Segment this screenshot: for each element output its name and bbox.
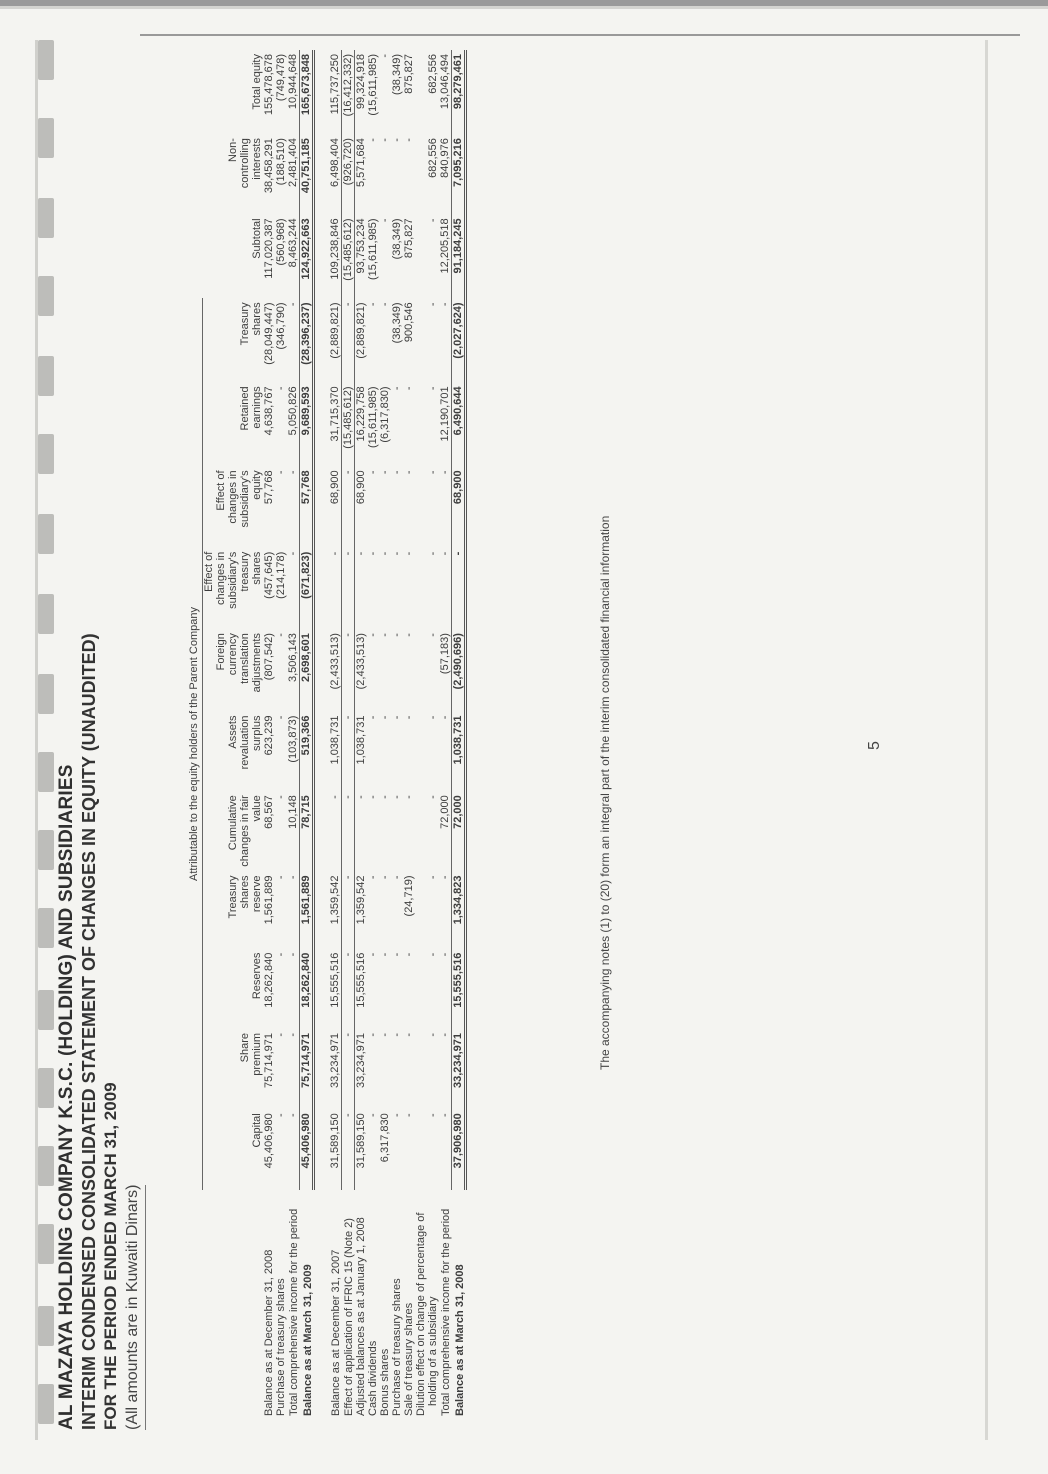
cell-value: (926,720) xyxy=(342,134,355,214)
cell-value: 18,262,840 xyxy=(300,949,314,1029)
cell-value: 117,020,387 xyxy=(263,218,275,279)
cell-value: - xyxy=(403,795,415,799)
cell-value: (2,433,513) xyxy=(355,629,368,711)
cell-value xyxy=(415,382,427,466)
cell-value: - xyxy=(379,795,391,799)
cell-value: - xyxy=(391,795,403,799)
equity-statement-table xyxy=(188,50,467,1420)
cell-value: - xyxy=(367,138,379,142)
table-row xyxy=(379,50,391,1420)
cell-value: 72,000 xyxy=(439,795,451,829)
cell-value: 9,689,593 xyxy=(300,382,314,466)
cell-value: - xyxy=(391,1032,403,1037)
cell-value: - xyxy=(275,795,287,799)
cell-value: - xyxy=(379,875,391,880)
cell-value: - xyxy=(275,633,287,637)
cell-value: - xyxy=(379,54,391,58)
cell-value: 2,698,601 xyxy=(300,629,314,711)
cell-value: 33,234,971 xyxy=(452,1029,466,1109)
row-label: Dilution effect on change of percentage of xyxy=(415,1212,427,1416)
cell-value: 75,714,971 xyxy=(263,1032,275,1089)
cell-value: (38,349) xyxy=(391,218,403,260)
cell-value: - xyxy=(391,952,403,957)
cell-value: 124,922,663 xyxy=(300,214,314,298)
cell-value xyxy=(415,871,427,948)
cell-value: - xyxy=(342,791,355,871)
column-header: Cumulative changes in fair value xyxy=(227,795,263,867)
cell-value xyxy=(415,1029,427,1109)
cell-value: - xyxy=(391,875,403,880)
cell-value xyxy=(415,548,427,629)
span-header: Attributable to the equity holders of the Parent Company xyxy=(188,298,203,1189)
cell-value: (28,049,447) xyxy=(263,302,275,365)
cell-value: - xyxy=(391,386,403,391)
cell-value: 72,000 xyxy=(452,791,466,871)
table-row xyxy=(263,50,275,1420)
span-header-row xyxy=(188,50,203,1420)
cell-value: - xyxy=(342,871,355,948)
column-header: Assets revaluation surplus xyxy=(227,715,263,770)
cell-value: - xyxy=(275,952,287,957)
cell-value: - xyxy=(391,633,403,637)
cell-value: - xyxy=(391,138,403,142)
cell-value: 1,334,823 xyxy=(452,871,466,948)
row-label: Balance as at December 31, 2007 xyxy=(329,1249,342,1416)
cell-value: - xyxy=(391,551,403,556)
cell-value: (2,027,624) xyxy=(452,298,466,382)
cell-value: - xyxy=(287,1032,299,1037)
cell-value: - xyxy=(275,875,287,880)
rotated-page xyxy=(38,50,943,1450)
cell-value: (15,611,985) xyxy=(367,386,379,448)
table-row xyxy=(403,50,415,1420)
cell-value: - xyxy=(367,715,379,720)
cell-value: (38,349) xyxy=(391,302,403,344)
cell-value: 6,490,644 xyxy=(452,382,466,466)
statement-title: INTERIM CONDENSED CONSOLIDATED STATEMENT OF CHANGES IN EQUITY (UNAUDITED) xyxy=(79,633,99,1430)
cell-value: (38,349) xyxy=(391,54,403,95)
cell-value: 12,205,518 xyxy=(439,218,451,274)
column-header: Subtotal xyxy=(251,218,263,259)
cell-value: - xyxy=(367,1032,379,1037)
column-header: Reserves xyxy=(251,952,263,1000)
cell-value: 40,751,185 xyxy=(300,134,314,214)
cell-value: (16,412,332) xyxy=(342,50,355,134)
cell-value xyxy=(415,629,427,711)
cell-value xyxy=(415,50,427,134)
cell-value: 57,768 xyxy=(300,466,314,547)
cell-value: - xyxy=(427,795,439,799)
cell-value: 1,038,731 xyxy=(355,712,368,792)
cell-value: - xyxy=(275,715,287,720)
cell-value: - xyxy=(427,875,439,880)
cell-value: - xyxy=(342,466,355,547)
row-label: Cash dividends xyxy=(367,1340,379,1416)
cell-value: (671,823) xyxy=(300,548,314,629)
row-label: Bonus shares xyxy=(379,1348,391,1416)
cell-value: - xyxy=(287,952,299,957)
cell-value: 1,038,731 xyxy=(329,715,341,765)
cell-value: 155,478,678 xyxy=(263,54,275,116)
cell-value: - xyxy=(379,470,391,475)
footnote: The accompanying notes (1) to (20) form an integral part of the interim consolidated financial information xyxy=(598,515,612,1070)
cell-value: - xyxy=(379,218,391,223)
row-label: Purchase of treasury shares xyxy=(275,1278,287,1416)
cell-value: - xyxy=(403,386,415,391)
table-row xyxy=(415,50,427,1420)
cell-value: (15,485,612) xyxy=(342,214,355,298)
cell-value: 623,239 xyxy=(263,715,275,756)
cell-value xyxy=(415,214,427,298)
cell-value: - xyxy=(367,952,379,957)
column-header: Total equity xyxy=(251,54,263,110)
cell-value: 5,571,684 xyxy=(355,134,368,214)
cell-value: 68,900 xyxy=(355,466,368,547)
cell-value: (2,433,513) xyxy=(329,633,341,690)
row-label: Balance as at March 31, 2009 xyxy=(301,1264,314,1416)
cell-value: (6,317,830) xyxy=(379,386,391,443)
cell-value: - xyxy=(379,715,391,720)
table-row xyxy=(342,50,355,1420)
cell-value: (15,485,612) xyxy=(342,382,355,466)
cell-value: 91,184,245 xyxy=(452,214,466,298)
cell-value: 165,673,848 xyxy=(300,50,314,134)
cell-value: - xyxy=(452,548,466,629)
cell-value: 33,234,971 xyxy=(355,1029,368,1109)
cell-value: - xyxy=(379,551,391,556)
cell-value: - xyxy=(403,715,415,720)
cell-value: - xyxy=(427,218,439,223)
cell-value: - xyxy=(342,548,355,629)
row-label: Total comprehensive income for the period xyxy=(287,1208,300,1416)
table-row xyxy=(427,50,439,1420)
cell-value: - xyxy=(287,551,299,556)
cell-value: 519,366 xyxy=(300,712,314,792)
cell-value: 682,556 xyxy=(427,138,439,178)
cell-value: - xyxy=(391,715,403,720)
page-number: 5 xyxy=(866,741,883,750)
table-row xyxy=(367,50,379,1420)
section-gap xyxy=(314,50,330,1420)
cell-value: - xyxy=(427,952,439,957)
cell-value: 45,406,980 xyxy=(300,1109,314,1189)
cell-value: 109,238,846 xyxy=(329,218,341,280)
cell-value: 16,229,758 xyxy=(355,382,368,466)
cell-value: - xyxy=(427,1113,439,1117)
cell-value: - xyxy=(355,791,368,871)
cell-value: - xyxy=(329,795,341,799)
row-label: Adjusted balances as at January 1, 2008 xyxy=(355,1217,367,1416)
cell-value: 12,190,701 xyxy=(439,386,451,442)
cell-value: 93,753,234 xyxy=(355,214,368,298)
statement-period: FOR THE PERIOD ENDED MARCH 31, 2009 xyxy=(101,1082,120,1430)
scan-top-edge-shadow xyxy=(0,6,1048,9)
cell-value: 37,906,980 xyxy=(452,1109,466,1189)
table-row xyxy=(355,50,368,1420)
column-header: Treasury shares xyxy=(239,302,263,346)
cell-value: (15,611,985) xyxy=(367,54,379,116)
cell-value: (28,396,237) xyxy=(300,298,314,382)
cell-value: - xyxy=(342,1109,355,1189)
column-header: Share premium xyxy=(239,1032,263,1076)
row-label: Balance as at March 31, 2008 xyxy=(453,1264,466,1416)
cell-value: - xyxy=(439,470,451,475)
column-header: Treasury shares reserve xyxy=(227,875,263,919)
cell-value: - xyxy=(287,302,299,307)
cell-value: - xyxy=(427,633,439,637)
cell-value: 1,359,542 xyxy=(329,875,341,925)
currency-note: (All amounts are in Kuwaiti Dinars) xyxy=(122,1185,146,1430)
cell-value: (457,645) xyxy=(263,551,275,599)
cell-value: - xyxy=(439,551,451,556)
cell-value: - xyxy=(439,302,451,307)
table-row xyxy=(329,50,342,1420)
cell-value: 75,714,971 xyxy=(300,1029,314,1109)
cell-value xyxy=(415,712,427,792)
row-label: Sale of treasury shares xyxy=(403,1302,415,1416)
cell-value: - xyxy=(367,470,379,475)
cell-value: (807,542) xyxy=(263,633,275,681)
cell-value: - xyxy=(329,551,341,556)
cell-value: - xyxy=(391,470,403,475)
cell-value: (15,611,985) xyxy=(367,218,379,280)
cell-value: (57,183) xyxy=(439,633,451,675)
row-label: Effect of application of IFRIC 15 (Note 2) xyxy=(342,1218,355,1416)
cell-value: - xyxy=(403,470,415,475)
cell-value xyxy=(415,466,427,547)
table-row xyxy=(275,50,287,1420)
cell-value: - xyxy=(427,715,439,720)
cell-value: - xyxy=(439,952,451,957)
cell-value: 8,463,244 xyxy=(287,218,299,268)
cell-value: 68,567 xyxy=(263,795,275,829)
cell-value: 1,359,542 xyxy=(355,871,368,948)
cell-value: - xyxy=(439,1113,451,1117)
cell-value: - xyxy=(427,1032,439,1037)
cell-value: 4,638,767 xyxy=(263,386,275,436)
table-row xyxy=(300,50,314,1420)
table-row xyxy=(452,50,466,1420)
cell-value: 1,038,731 xyxy=(452,712,466,792)
cell-value: - xyxy=(367,633,379,637)
right-margin-rule xyxy=(985,40,988,1440)
cell-value: 682,556 xyxy=(427,54,439,94)
cell-value: - xyxy=(379,138,391,142)
cell-value: - xyxy=(367,795,379,799)
row-label: Purchase of treasury shares xyxy=(391,1278,403,1416)
cell-value: - xyxy=(403,551,415,556)
cell-value xyxy=(415,298,427,382)
cell-value: - xyxy=(403,1113,415,1117)
cell-value: 15,555,516 xyxy=(329,952,341,1008)
cell-value: 5,050,826 xyxy=(287,386,299,436)
cell-value: 840,976 xyxy=(439,138,451,178)
cell-value: 31,715,370 xyxy=(329,386,341,442)
table-row xyxy=(287,50,300,1420)
cell-value: - xyxy=(403,952,415,957)
cell-value: 875,827 xyxy=(403,54,415,94)
cell-value xyxy=(415,134,427,214)
cell-value: - xyxy=(427,302,439,307)
cell-value: 1,561,889 xyxy=(263,875,275,925)
cell-value: (346,790) xyxy=(275,302,287,350)
cell-value: - xyxy=(367,875,379,880)
cell-value: 98,279,461 xyxy=(452,50,466,134)
document-heading xyxy=(56,130,146,1430)
cell-value: - xyxy=(379,302,391,307)
table-row xyxy=(391,50,403,1420)
column-header: Effect of changes in subsidiary's equity xyxy=(215,470,263,528)
cell-value: (24,719) xyxy=(403,875,415,917)
cell-value: - xyxy=(367,1113,379,1117)
cell-value: 3,506,143 xyxy=(287,633,299,683)
row-label: Balance as at December 31, 2008 xyxy=(263,1249,275,1416)
cell-value: 875,827 xyxy=(403,218,415,259)
cell-value: - xyxy=(287,470,299,475)
cell-value: - xyxy=(439,1032,451,1037)
cell-value: 900,546 xyxy=(403,302,415,343)
cell-value: 6,317,830 xyxy=(379,1113,391,1163)
cell-value: 45,406,980 xyxy=(263,1113,275,1169)
cell-value: - xyxy=(342,298,355,382)
cell-value: - xyxy=(391,1113,403,1117)
cell-value: 115,737,250 xyxy=(329,54,341,115)
cell-value: 33,234,971 xyxy=(329,1032,341,1089)
table-row xyxy=(439,50,452,1420)
cell-value: (188,510) xyxy=(275,138,287,186)
cell-value xyxy=(415,791,427,871)
cell-value: - xyxy=(342,629,355,711)
cell-value: - xyxy=(367,551,379,556)
cell-value: - xyxy=(379,633,391,637)
column-header: Retained earnings xyxy=(239,386,263,431)
cell-value: - xyxy=(287,1113,299,1117)
column-header: Effect of changes in subsidiary's treasury shares xyxy=(203,551,263,609)
cell-value: 18,262,840 xyxy=(263,952,275,1008)
cell-value: 31,589,150 xyxy=(329,1113,341,1169)
cell-value: 2,481,404 xyxy=(287,138,299,188)
cell-value: (2,490,696) xyxy=(452,629,466,711)
cell-value: - xyxy=(403,633,415,637)
cell-value: (560,968) xyxy=(275,218,287,266)
cell-value: - xyxy=(403,138,415,142)
cell-value: 68,900 xyxy=(329,470,341,505)
cell-value: - xyxy=(342,949,355,1029)
cell-value: 10,944,648 xyxy=(287,54,299,110)
cell-value: 38,458,291 xyxy=(263,138,275,194)
cell-value: 13,046,494 xyxy=(439,54,451,110)
cell-value: - xyxy=(439,875,451,880)
cell-value: - xyxy=(367,302,379,307)
cell-value: - xyxy=(342,1029,355,1109)
cell-value: - xyxy=(427,470,439,475)
cell-value: - xyxy=(275,386,287,391)
cell-value: 99,324,918 xyxy=(355,50,368,134)
cell-value xyxy=(415,949,427,1029)
cell-value: - xyxy=(287,875,299,880)
cell-value: (2,889,821) xyxy=(329,302,341,359)
cell-value: - xyxy=(275,470,287,475)
column-header: Non-controlling interests xyxy=(227,138,263,189)
column-header: Foreign currency translation adjustments xyxy=(215,633,263,693)
cell-value: - xyxy=(379,1032,391,1037)
cell-value xyxy=(415,1109,427,1189)
cell-value: - xyxy=(355,548,368,629)
row-label: Total comprehensive income for the period xyxy=(439,1208,452,1416)
cell-value: (103,873) xyxy=(287,715,299,763)
cell-value: - xyxy=(427,551,439,556)
cell-value: - xyxy=(403,1032,415,1037)
cell-value: - xyxy=(275,1113,287,1117)
cell-value: - xyxy=(379,952,391,957)
cell-value: (749,478) xyxy=(275,54,287,102)
cell-value: 57,768 xyxy=(263,470,275,505)
column-header-row xyxy=(203,50,264,1420)
cell-value: 1,561,889 xyxy=(300,871,314,948)
cell-value: 6,498,404 xyxy=(329,138,341,188)
cell-value: 10,148 xyxy=(287,795,299,829)
cell-value: 15,555,516 xyxy=(452,949,466,1029)
cell-value: - xyxy=(342,712,355,792)
cell-value: 15,555,516 xyxy=(355,949,368,1029)
company-name: AL MAZAYA HOLDING COMPANY K.S.C. (HOLDING) AND SUBSIDIARIES xyxy=(56,764,77,1430)
cell-value: - xyxy=(439,715,451,720)
top-rule xyxy=(140,34,1020,36)
row-label: holding of a subsidiary xyxy=(427,1296,439,1406)
cell-value: 78,715 xyxy=(300,791,314,871)
cell-value: (214,178) xyxy=(275,551,287,599)
cell-value: 68,900 xyxy=(452,466,466,547)
cell-value: 31,589,150 xyxy=(355,1109,368,1189)
column-header: Capital xyxy=(251,1113,263,1148)
cell-value: - xyxy=(427,386,439,391)
cell-value: (2,889,821) xyxy=(355,298,368,382)
cell-value: 7,095,216 xyxy=(452,134,466,214)
cell-value: - xyxy=(275,1032,287,1037)
